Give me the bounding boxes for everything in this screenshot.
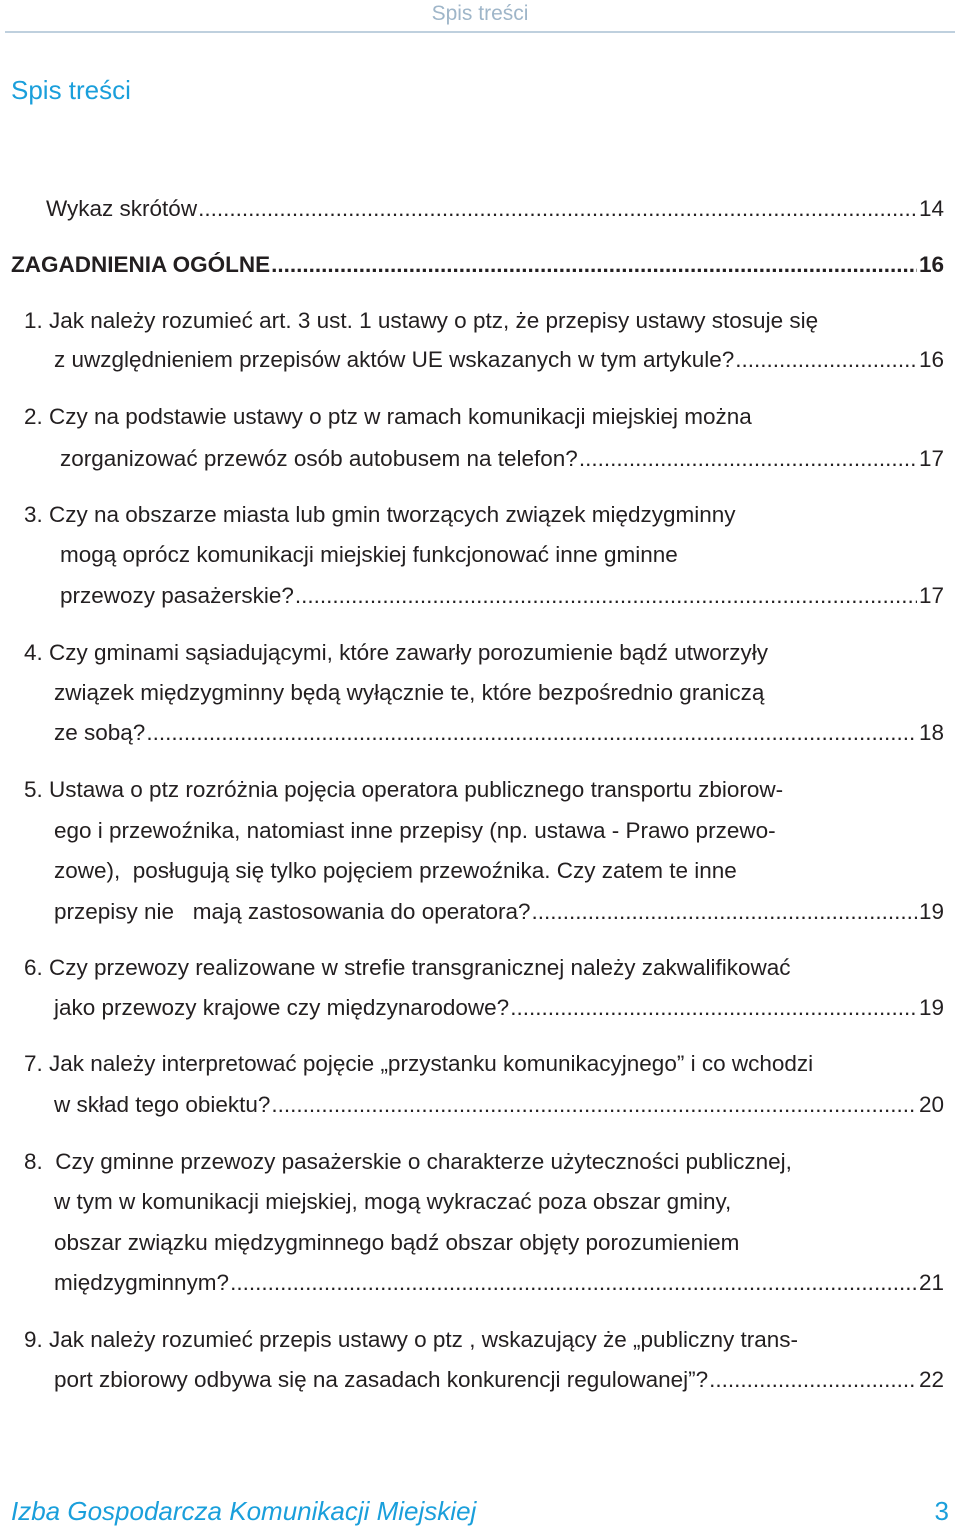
toc-entry-text: 1. Jak należy rozumieć art. 3 ust. 1 ustawy o ptz, że przepisy ustawy stosuje się bbox=[24, 308, 819, 333]
toc-page-number: 17 bbox=[918, 583, 944, 608]
toc-entry-1-cont[interactable] bbox=[54, 345, 944, 375]
toc-entry-text: zorganizować przewóz osób autobusem na telefon? bbox=[60, 446, 578, 471]
toc-entry-text: związek międzygminny będą wyłącznie te, które bezpośrednio graniczą bbox=[54, 680, 765, 705]
dot-leader bbox=[532, 897, 917, 927]
toc-entry-text: ze sobą? bbox=[54, 720, 146, 745]
toc-entry-5[interactable] bbox=[24, 775, 944, 805]
dot-leader bbox=[709, 1365, 917, 1395]
toc-page-number: 19 bbox=[918, 995, 944, 1020]
dot-leader bbox=[510, 993, 917, 1023]
toc-entry-text: ZAGADNIENIA OGÓLNE bbox=[11, 252, 271, 277]
toc-entry-text: zowe), posługują się tylko pojęciem przewoźnika. Czy zatem te inne bbox=[54, 858, 737, 883]
toc-entry-2-cont[interactable] bbox=[60, 444, 944, 474]
toc-entry-text: 3. Czy na obszarze miasta lub gmin tworzących związek międzygminny bbox=[24, 502, 736, 527]
header-divider bbox=[5, 31, 955, 33]
toc-entry-text: przewozy pasażerskie? bbox=[60, 583, 294, 608]
toc-page-number: 20 bbox=[918, 1092, 944, 1117]
toc-entry-4-cont[interactable] bbox=[54, 678, 944, 708]
toc-entry-1[interactable] bbox=[24, 306, 944, 336]
toc-entry-text: obszar związku międzygminnego bądź obszar objęty porozumieniem bbox=[54, 1230, 740, 1255]
toc-page-number: 21 bbox=[918, 1270, 944, 1295]
running-header-title: Spis treści bbox=[431, 2, 529, 25]
toc-entry-3-cont[interactable] bbox=[60, 581, 944, 611]
footer-page-number: 3 bbox=[934, 1496, 949, 1526]
toc-entry-3-cont[interactable] bbox=[60, 540, 944, 570]
toc-entry-text: przepisy nie mają zastosowania do operatora? bbox=[54, 899, 531, 924]
toc-entry-text: 2. Czy na podstawie ustawy o ptz w ramach komunikacji miejskiej można bbox=[24, 404, 752, 429]
toc-entry-6[interactable] bbox=[24, 953, 944, 983]
toc-entry-text: w skład tego obiektu? bbox=[54, 1092, 271, 1117]
toc-entry-7-cont[interactable] bbox=[54, 1090, 944, 1120]
toc-entry-text: ego i przewoźnika, natomiast inne przepisy (np. ustawa - Prawo przewo- bbox=[54, 818, 776, 843]
toc-entry-text: Wykaz skrótów bbox=[46, 196, 198, 221]
toc-entry-6-cont[interactable] bbox=[54, 993, 944, 1023]
toc-page-number: 22 bbox=[918, 1367, 944, 1392]
toc-page-number: 19 bbox=[918, 899, 944, 924]
toc-entry-text: 4. Czy gminami sąsiadującymi, które zawarły porozumienie bądź utworzyły bbox=[24, 640, 769, 665]
toc-entry-text: 8. Czy gminne przewozy pasażerskie o charakterze użyteczności publicznej, bbox=[24, 1149, 792, 1174]
toc-entry-8-cont[interactable] bbox=[54, 1228, 944, 1258]
toc-title: Spis treści bbox=[11, 75, 131, 105]
toc-entry-3[interactable] bbox=[24, 500, 944, 530]
dot-leader bbox=[579, 444, 917, 474]
toc-page-number: 16 bbox=[918, 252, 944, 277]
toc-entry-text: z uwzględnieniem przepisów aktów UE wskazanych w tym artykule? bbox=[54, 347, 735, 372]
toc-entry-4[interactable] bbox=[24, 638, 944, 668]
footer-organization: Izba Gospodarcza Komunikacji Miejskiej bbox=[11, 1496, 477, 1526]
dot-leader bbox=[735, 345, 917, 375]
toc-entry-text: mogą oprócz komunikacji miejskiej funkcjonować inne gminne bbox=[60, 542, 678, 567]
toc-entry-9[interactable] bbox=[24, 1325, 944, 1355]
toc-entry-text: 5. Ustawa o ptz rozróżnia pojęcia operatora publicznego transportu zbiorow- bbox=[24, 777, 784, 802]
toc-entry-4-cont[interactable] bbox=[54, 718, 944, 748]
dot-leader bbox=[271, 250, 917, 280]
dot-leader bbox=[271, 1090, 917, 1120]
toc-entry-text: 6. Czy przewozy realizowane w strefie transgranicznej należy zakwalifikować bbox=[24, 955, 791, 980]
toc-entry-8[interactable] bbox=[24, 1147, 944, 1177]
toc-entry-general-issues[interactable] bbox=[11, 250, 944, 280]
toc-entry-text: 7. Jak należy interpretować pojęcie „przystanku komunikacyjnego” i co wchodzi bbox=[24, 1051, 814, 1076]
toc-entry-7[interactable] bbox=[24, 1049, 944, 1079]
toc-entry-text: 9. Jak należy rozumieć przepis ustawy o ptz , wskazujący że „publiczny trans- bbox=[24, 1327, 799, 1352]
toc-entry-8-cont[interactable] bbox=[54, 1187, 944, 1217]
toc-entry-5-cont[interactable] bbox=[54, 897, 944, 927]
toc-page-number: 14 bbox=[918, 196, 944, 221]
dot-leader bbox=[230, 1268, 917, 1298]
toc-entry-8-cont[interactable] bbox=[54, 1268, 944, 1298]
toc-entry-5-cont[interactable] bbox=[54, 816, 944, 846]
toc-entry-text: jako przewozy krajowe czy międzynarodowe? bbox=[54, 995, 510, 1020]
dot-leader bbox=[295, 581, 917, 611]
toc-entry-5-cont[interactable] bbox=[54, 856, 944, 886]
toc-entry-2[interactable] bbox=[24, 402, 944, 432]
dot-leader bbox=[198, 194, 917, 224]
dot-leader bbox=[146, 718, 917, 748]
toc-entry-text: w tym w komunikacji miejskiej, mogą wykraczać poza obszar gminy, bbox=[54, 1189, 732, 1214]
toc-entry-text: port zbiorowy odbywa się na zasadach konkurencji regulowanej”? bbox=[54, 1367, 709, 1392]
toc-entry-9-cont[interactable] bbox=[54, 1365, 944, 1395]
toc-entry-text: międzygminnym? bbox=[54, 1270, 230, 1295]
toc-entry-abbreviations[interactable] bbox=[46, 194, 944, 224]
toc-page-number: 17 bbox=[918, 446, 944, 471]
toc-page-number: 16 bbox=[918, 347, 944, 372]
toc-page-number: 18 bbox=[918, 720, 944, 745]
